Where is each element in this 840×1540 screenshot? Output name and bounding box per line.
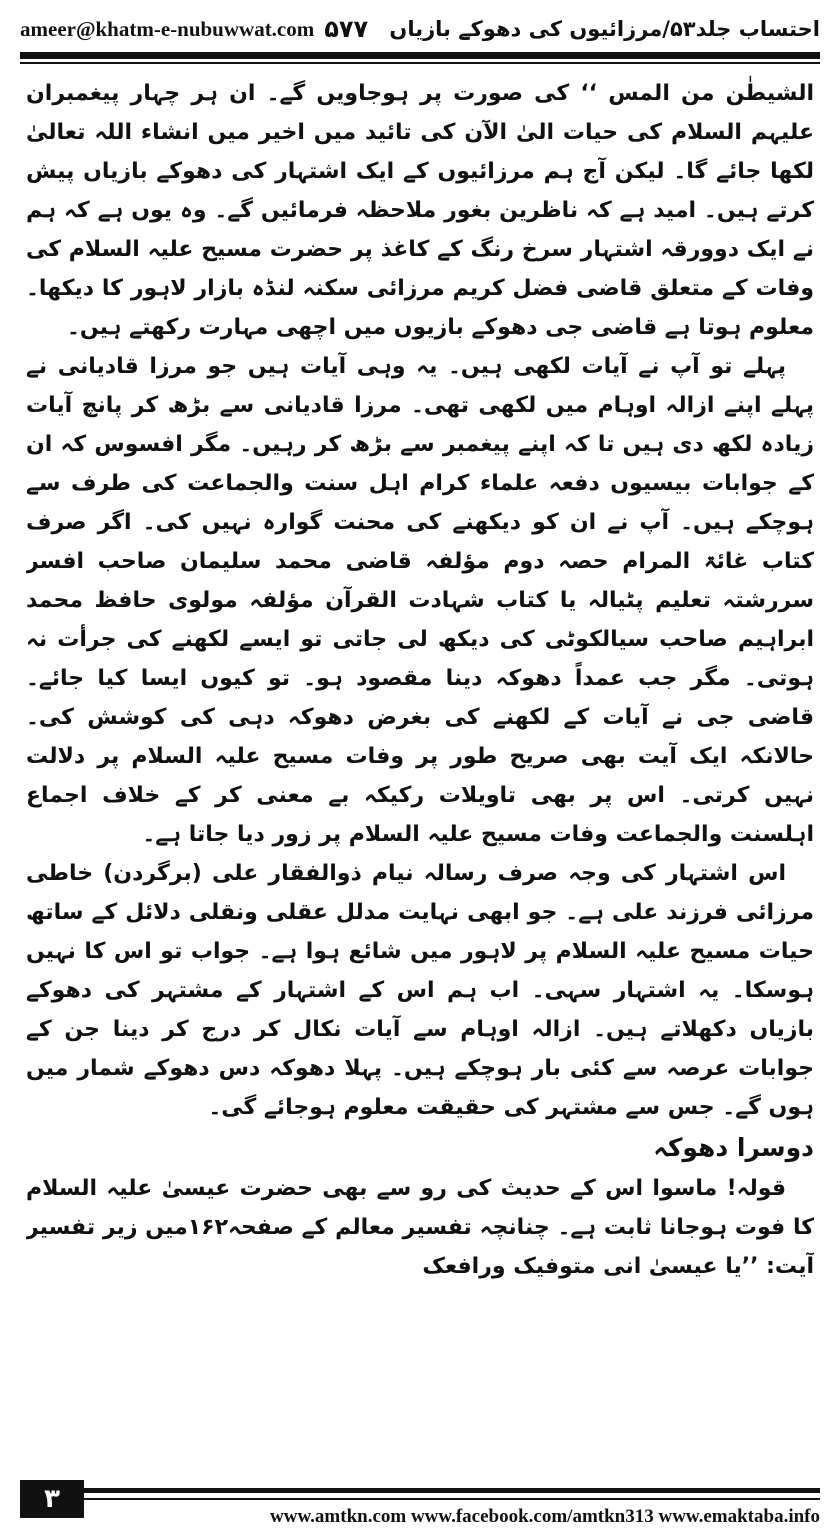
section-heading: دوسرا دھوکہ xyxy=(653,1133,814,1162)
header-rule-thin xyxy=(20,62,820,64)
header-left xyxy=(20,15,368,43)
header-page-number: ۵۷۷ xyxy=(324,15,369,43)
page-body xyxy=(26,74,814,1456)
header-rule-thick xyxy=(20,52,820,59)
body-paragraph: قولہ! ماسوا اس کے حدیث کی رو سے بھی حضرت عیسیٰ علیہ السلام کا فوت ہوجانا ثابت ہے۔ چنانچہ تفسیر معالم کے صفحہ۱۶۲میں زیر تفسیر آیت: ’’یا عیسیٰ انی متوفیک ورافعک xyxy=(26,1176,814,1279)
footer-rule xyxy=(20,1488,820,1493)
body-paragraph: الشیطٰن من المس ‘‘ کی صورت پر ہوجاویں گے۔ ان ہر چہار پیغمبران علیہم السلام کی حیات الیٰ الآن کی تائید میں اخیر میں انشاء اللہ تعالیٰ لکھا جائے گا۔ لیکن آج ہم مرزائیوں کے ایک اشتہار کی دھوکے بازیاں پیش کرتے ہیں۔ امید ہے کہ ناظرین بغور ملاحظہ فرمائیں گے۔ وہ یوں ہے کہ ہم نے ایک دوورقہ اشتہار سرخ رنگ کے کاغذ پر حضرت مسیح علیہ السلام کی وفات کے متعلق قاضی فضل کریم مرزائی سکنہ لنڈہ بازار لاہور کا دیکھا۔ معلوم ہوتا ہے قاضی جی دھوکے بازیوں میں اچھی مہارت رکھتے ہیں۔ xyxy=(26,81,814,340)
header-email[interactable]: ameer@khatm-e-nubuwwat.com xyxy=(20,16,315,41)
footer-folio-number: ۳ xyxy=(20,1480,84,1518)
body-paragraph: اس اشتہار کی وجہ صرف رسالہ نیام ذوالفقار علی (برگردن) خاطی مرزائی فرزند علی ہے۔ جو ابھی نہایت مدلل عقلی ونقلی دلائل کے ساتھ حیات مسیح علیہ السلام پر لاہور میں شائع ہوا ہے۔ جواب تو اس کا نہیں ہوسکا۔ یہ اشتہار سہی۔ اب ہم اس کے اشتہار کے مشتہر کی دھوکے بازیاں دکھلاتے ہیں۔ ازالہ اوہام سے آیات نکال کر درج کر دینا جن کے جوابات عرصہ سے کئی بار ہوچکے ہیں۔ پہلا دھوکہ دس دھوکے شمار میں ہوں گے۔ جس سے مشتہر کی حقیقت معلوم ہوجائے گی۔ xyxy=(26,861,814,1120)
header-title: احتساب جلد۵۳/مرزائیوں کی دھوکے بازیاں xyxy=(389,17,820,41)
page-footer xyxy=(20,1484,820,1534)
body-paragraph: پہلے تو آپ نے آیات لکھی ہیں۔ یہ وہی آیات ہیں جو مرزا قادیانی نے پہلے اپنے ازالہ اوہام میں لکھی تھی۔ مرزا قادیانی سے بڑھ کر پانچ آیات زیادہ لکھ دی ہیں تا کہ اپنے پیغمبر سے بڑھ کر رہیں۔ مگر افسوس کہ ان کے جوابات بیسیوں دفعہ علماء کرام اہل سنت والجماعت کی طرف سے ہوچکے ہیں۔ آپ نے ان کو دیکھنے کی محنت گوارہ نہیں کی۔ اگر صرف کتاب غائۃ المرام حصہ دوم مؤلفہ قاضی محمد سلیمان صاحب افسر سررشتہ تعلیم پٹیالہ یا کتاب شہادت القرآن مؤلفہ مولوی حافظ محمد ابراہیم صاحب سیالکوٹی کی دیکھ لی جاتی تو ایسے لکھنے کی جرأت نہ ہوتی۔ مگر جب عمداً دھوکہ دینا مقصود ہو۔ تو کیوں ایسا کیا جائے۔ قاضی جی نے آیات کے لکھنے کی بغرض دھوکہ دہی کی کوشش کی۔ حالانکہ ایک آیت بھی صریح طور پر وفات مسیح علیہ السلام پر دلالت نہیں کرتی۔ اس پر بھی تاویلات رکیکہ بے معنی کر کے خلاف اجماع اہلسنت والجماعت وفات مسیح علیہ السلام پر زور دیا جاتا ہے۔ xyxy=(26,354,814,847)
footer-links[interactable]: www.amtkn.com www.facebook.com/amtkn313 www.emaktaba.info xyxy=(84,1498,820,1534)
page-header xyxy=(20,12,820,46)
